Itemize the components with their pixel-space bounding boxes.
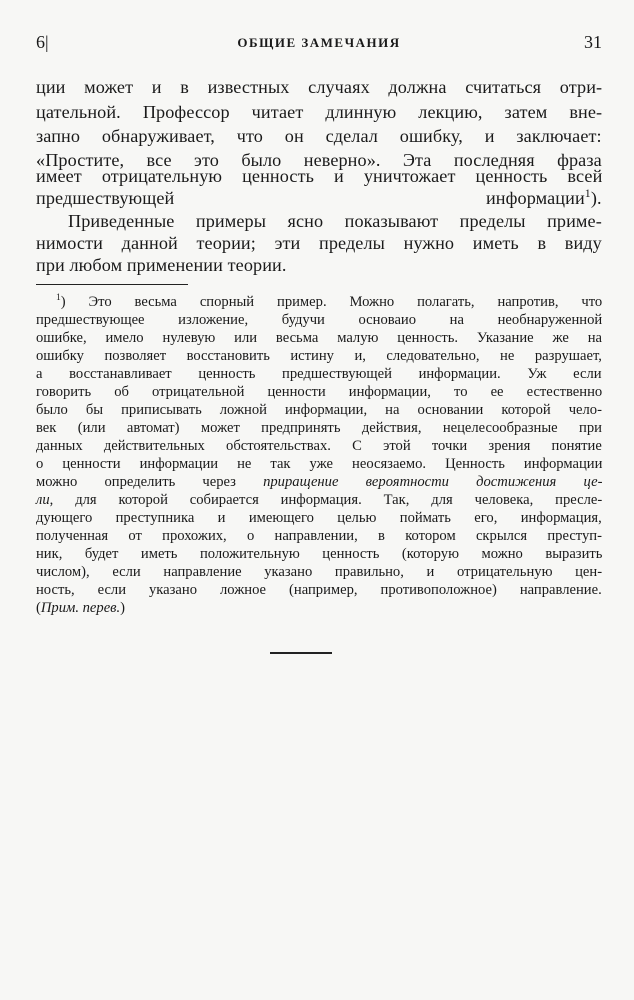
footnote-line-3: ошибке, имело нулевую или весьма малую ценность. Указание же на <box>36 330 603 346</box>
footnote-line-4: ошибку позволяет восстановить истину и, следовательно, не разрушает, <box>36 348 602 364</box>
footnote-line-14: полученная от прохожих, о направлении, в котором скрылся преступ- <box>36 528 602 544</box>
page-number: 31 <box>584 32 602 52</box>
body-line-9: при любом применении теории. <box>36 255 287 275</box>
footnote-line-13: дующего преступника и имеющего целью поймать его, информация, <box>36 510 602 526</box>
footnote-line-1 <box>56 294 602 311</box>
body-line-3: запно обнаруживает, что он сделал ошибку, и заключает: <box>36 126 602 146</box>
body-line-6-tail: ). <box>590 188 602 208</box>
footnote-emphasis-1: приращение вероятности достижения це- <box>263 474 603 490</box>
end-divider <box>270 652 332 654</box>
footnote-line-5: а восстанавливает ценность предшествующей информации. Уж если <box>36 366 602 382</box>
footnote-line-8: век (или автомат) может предпринять действия, нецелесообразные при <box>36 420 602 436</box>
footnote-line-1-text: ) Это весьма спорный пример. Можно полагать, напротив, что <box>60 294 603 310</box>
footnote-line-2: предшествующее изложение, будучи основаио на необнаруженной <box>36 312 603 328</box>
body-line-4: «Простите, все это было неверно». Эта последняя фраза <box>36 150 602 170</box>
footnote-line-12-text: , для которой собирается информация. Так, для человека, пресле- <box>49 492 603 508</box>
translator-note-text: Прим. перев. <box>40 600 121 616</box>
footnote-marker: 1 <box>56 293 61 304</box>
translator-note <box>36 600 125 617</box>
body-line-8: нимости данной теории; эти пределы нужно иметь в виду <box>36 233 602 253</box>
footnote-line-6: говорить об отрицательной ценности информации, то ее естественно <box>36 384 603 400</box>
section-number: 6| <box>36 32 49 52</box>
body-line-5: имеет отрицательную ценность и уничтожает ценность всей <box>36 166 603 186</box>
footnote-line-11-text: можно определить через <box>36 474 236 490</box>
translator-note-open: ( <box>36 600 41 616</box>
body-line-2: цательной. Профессор читает длинную лекцию, затем вне- <box>36 102 603 122</box>
footnote-reference[interactable]: 1 <box>584 185 591 200</box>
body-line-7: Приведенные примеры ясно показывают пределы приме- <box>68 211 602 231</box>
footnote-line-12 <box>36 492 602 509</box>
body-line-6-text: предшествующей информации <box>36 188 585 208</box>
running-title: ОБЩИЕ ЗАМЕЧАНИЯ <box>237 35 401 50</box>
footnote-emphasis-2: ли <box>36 492 50 508</box>
footnote-line-9: данных действительных обстоятельствах. С этой точки зрения понятие <box>36 438 602 454</box>
running-header <box>36 32 602 54</box>
footnote-line-10: о ценности информации не так уже неосязаемо. Ценность информации <box>36 456 603 472</box>
footnote-line-7: было бы приписывать ложной информации, на основании которой чело- <box>36 402 602 418</box>
translator-note-close: ) <box>120 600 126 616</box>
body-line-1: ции может и в известных случаях должна считаться отри- <box>36 77 603 97</box>
footnote-line-17: ность, если указано ложное (например, противоположное) направление. <box>36 582 602 598</box>
footnote-line-11 <box>36 474 602 491</box>
footnote-line-16: числом), если направление указано правильно, и отрицательную цен- <box>36 564 603 580</box>
body-line-6 <box>36 185 602 209</box>
footnote-line-15: ник, будет иметь положительную ценность (которую можно выразить <box>36 546 603 562</box>
footnote-divider <box>36 284 188 285</box>
